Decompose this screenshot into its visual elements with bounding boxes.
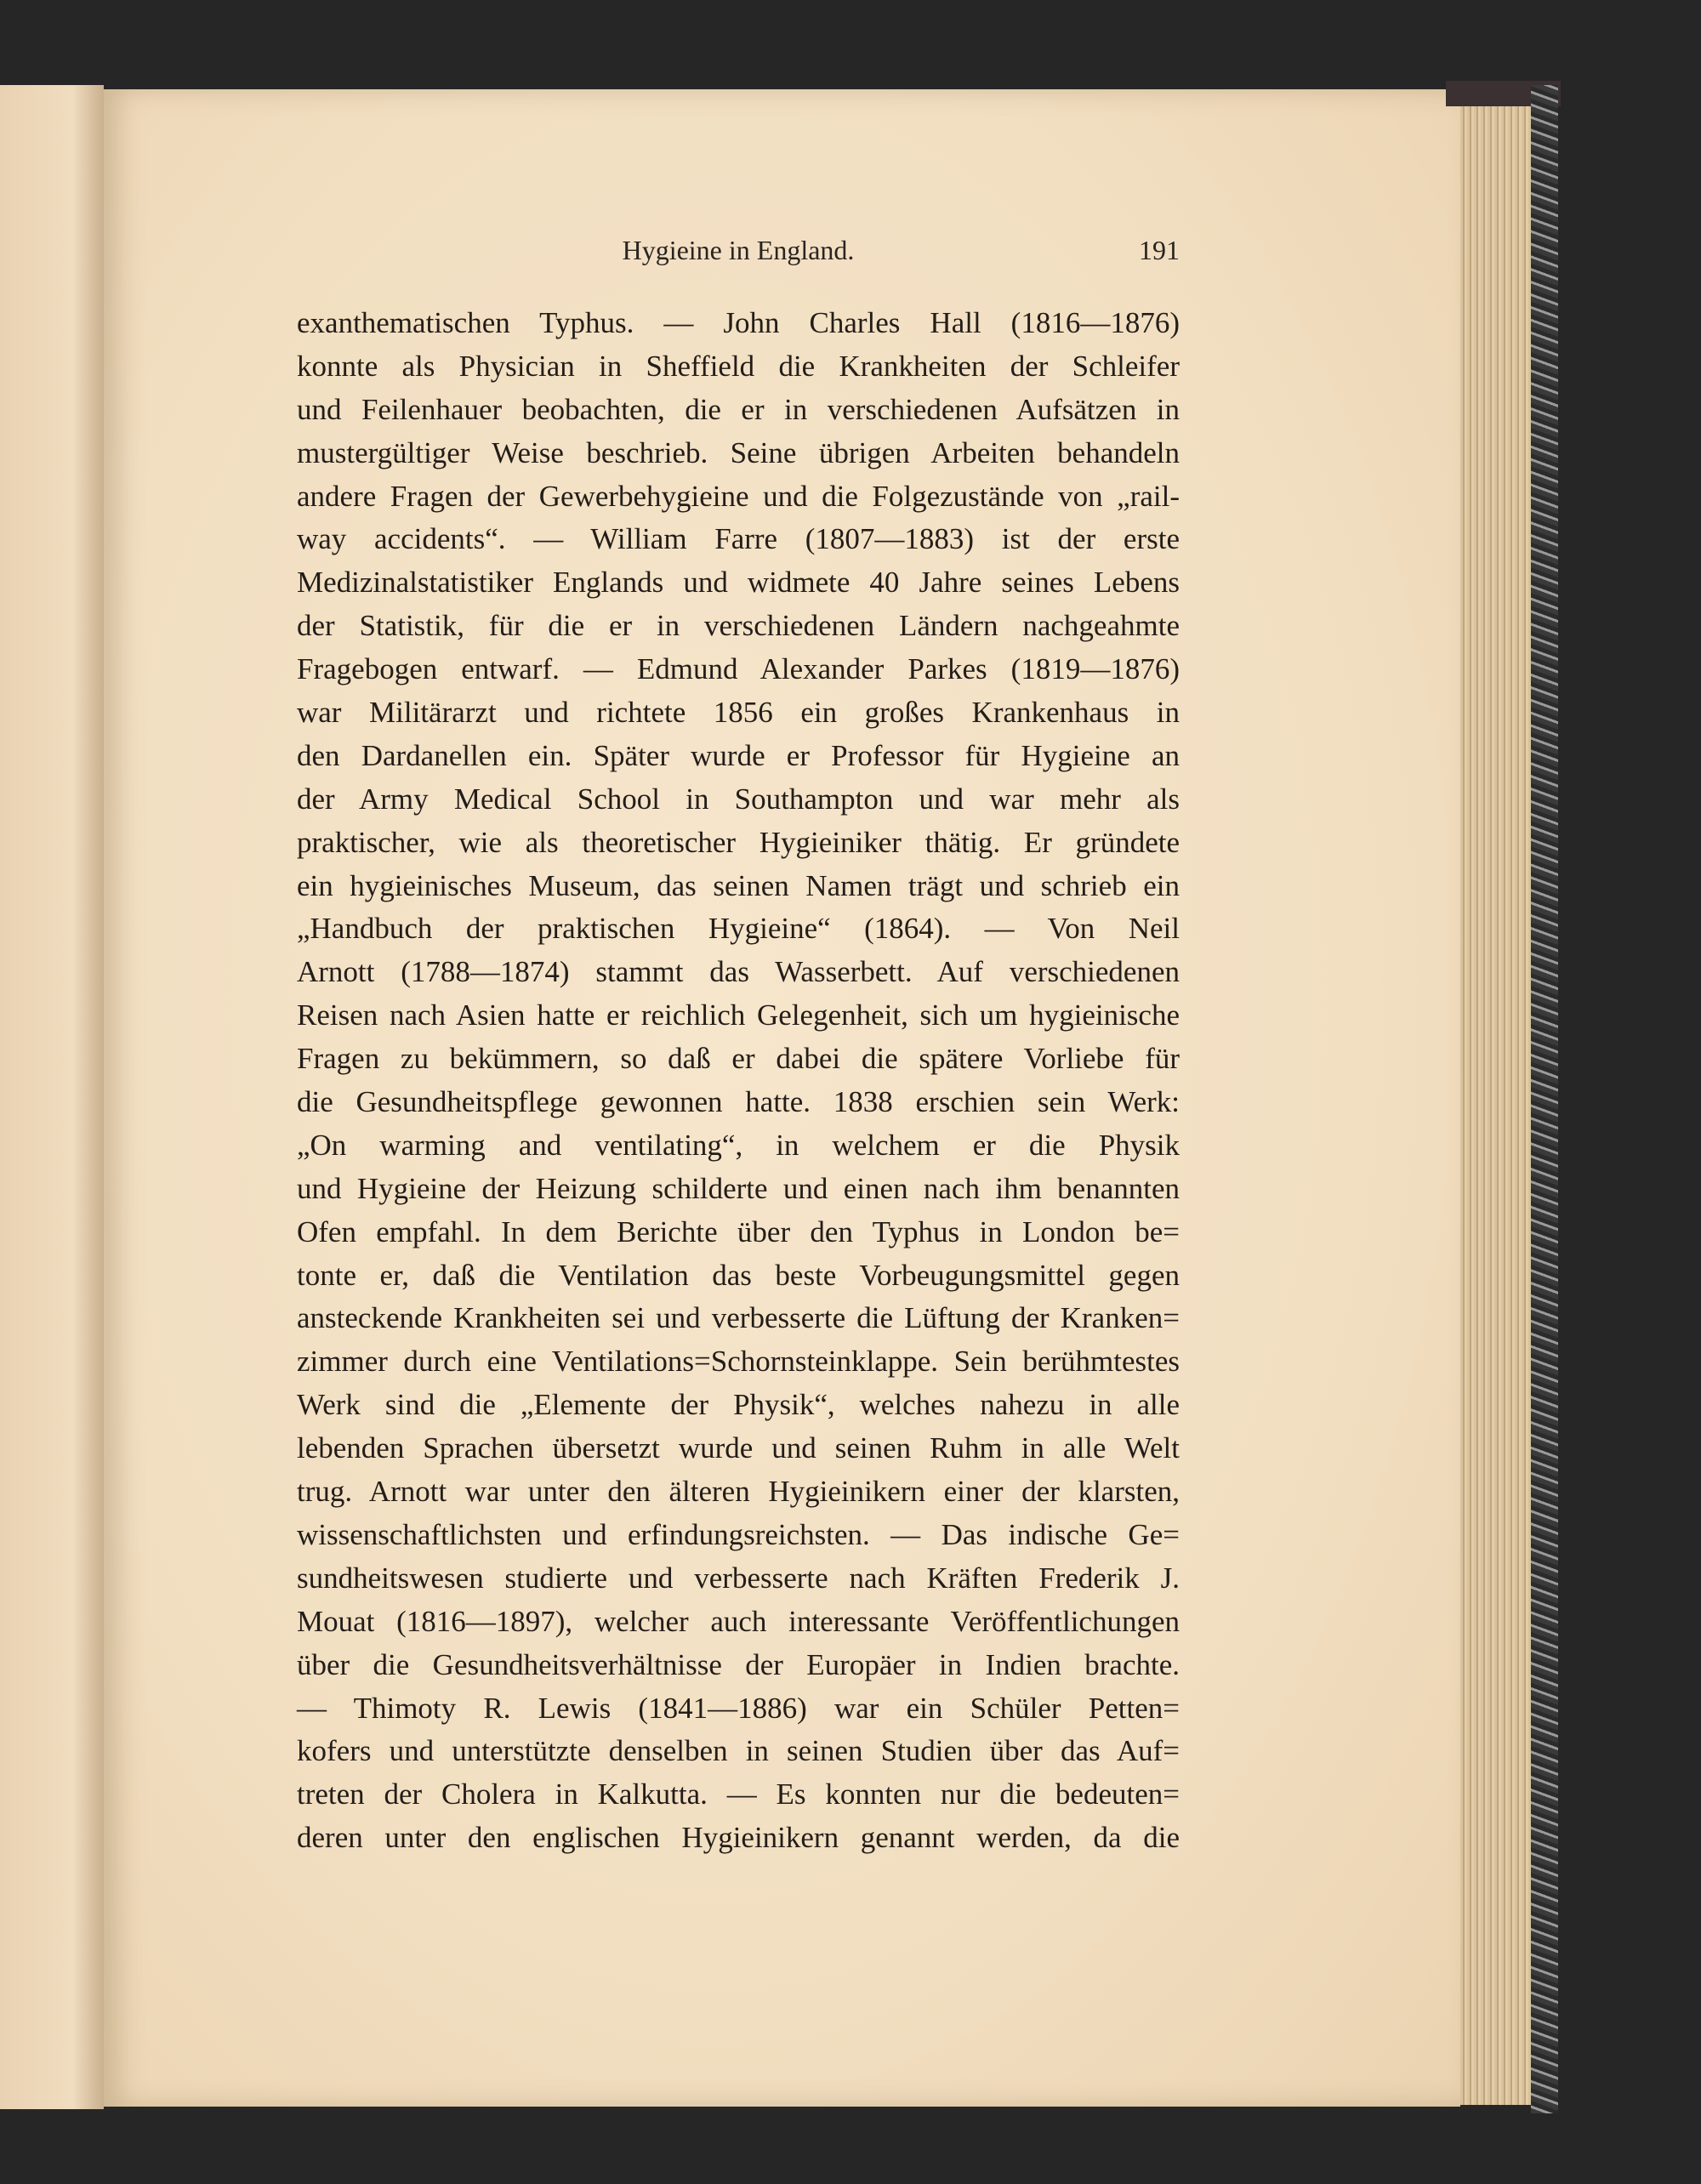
- running-title: Hygieine in England.: [622, 235, 855, 265]
- text-line: [297, 1211, 1180, 1254]
- page-number: 191: [1139, 235, 1180, 265]
- text-line-content: „Handbuch der praktischen Hygieine“ (1864). — Von Neil: [297, 912, 1180, 946]
- text-line-content: deren unter den englischen Hygieinikern genannt werden, da die: [297, 1821, 1180, 1855]
- marbled-cover-edge: [1531, 85, 1558, 2113]
- text-line-content: mustergültiger Weise beschrieb. Seine übrigen Arbeiten behandeln: [297, 435, 1180, 469]
- text-line-content: exanthematischen Typhus. — John Charles Hall (1816—1876): [297, 306, 1180, 339]
- text-line: [297, 648, 1180, 691]
- text-line-content: praktischer, wie als theoretischer Hygieiniker thätig. Er gründete: [297, 825, 1180, 859]
- page-block-edges: [1460, 94, 1533, 2105]
- text-line-content: der Army Medical School in Southampton und war mehr als: [297, 782, 1180, 816]
- text-line-content: wissenschaftlichsten und erfindungsreichsten. — Das indische Ge=: [297, 1517, 1180, 1551]
- text-line: [297, 1773, 1180, 1817]
- text-line-content: ansteckende Krankheiten sei und verbesserte die Lüftung der Kranken=: [297, 1301, 1180, 1335]
- text-line: [297, 1514, 1180, 1557]
- text-line: [297, 1124, 1180, 1168]
- text-line: [297, 389, 1180, 432]
- text-line: [297, 1038, 1180, 1081]
- text-line-content: „On warming and ventilating“, in welchem er die Physik: [297, 1128, 1180, 1162]
- text-line: [297, 994, 1180, 1038]
- text-line-content: Reisen nach Asien hatte er reichlich Gelegenheit, sich um hygieinische: [297, 998, 1180, 1032]
- text-line-content: andere Fragen der Gewerbehygieine und die Folgezustände von „rail-: [297, 479, 1180, 513]
- text-line: [297, 1687, 1180, 1731]
- text-line: [297, 561, 1180, 605]
- text-line: [297, 822, 1180, 865]
- text-line-content: Werk sind die „Elemente der Physik“, welches nahezu in alle: [297, 1388, 1180, 1422]
- text-line: [297, 1297, 1180, 1340]
- text-line-content: über die Gesundheitsverhältnisse der Europäer in Indien brachte.: [297, 1647, 1180, 1681]
- text-line-content: way accidents“. — William Farre (1807—1883) ist der erste: [297, 522, 1180, 556]
- body-text: [297, 302, 1180, 1860]
- text-line: [297, 1081, 1180, 1124]
- text-line: [297, 691, 1180, 735]
- text-line: [297, 518, 1180, 561]
- text-line-content: Ofen empfahl. In dem Berichte über den Typhus in London be=: [297, 1214, 1180, 1248]
- text-line-content: Medizinalstatistiker Englands und widmete 40 Jahre seines Lebens: [297, 566, 1180, 600]
- text-line-content: treten der Cholera in Kalkutta. — Es konnten nur die bedeuten=: [297, 1777, 1180, 1811]
- text-line-content: ein hygieinisches Museum, das seinen Namen trägt und schrieb ein: [297, 868, 1180, 902]
- text-line: [297, 1817, 1180, 1860]
- text-line: [297, 1168, 1180, 1211]
- text-line-content: konnte als Physician in Sheffield die Krankheiten der Schleifer: [297, 349, 1180, 383]
- text-line: [297, 778, 1180, 822]
- text-line-content: trug. Arnott war unter den älteren Hygieinikern einer der klarsten,: [297, 1475, 1180, 1509]
- text-line-content: den Dardanellen ein. Später wurde er Professor für Hygieine an: [297, 738, 1180, 772]
- text-line-content: tonte er, daß die Ventilation das beste Vorbeugungsmittel gegen: [297, 1258, 1180, 1292]
- text-line: [297, 1644, 1180, 1687]
- text-line: [297, 475, 1180, 519]
- text-line: [297, 1730, 1180, 1773]
- text-line: [297, 1340, 1180, 1384]
- text-line-content: Mouat (1816—1897), welcher auch interessante Veröffentlichungen: [297, 1604, 1180, 1638]
- text-line: [297, 735, 1180, 778]
- text-line-content: Arnott (1788—1874) stammt das Wasserbett. Auf verschiedenen: [297, 955, 1180, 989]
- text-line: [297, 432, 1180, 475]
- text-line-content: Fragebogen entwarf. — Edmund Alexander Parkes (1819—1876): [297, 652, 1180, 686]
- facing-page-edge: [0, 85, 104, 2109]
- text-line-content: — Thimoty R. Lewis (1841—1886) war ein Schüler Petten=: [297, 1691, 1180, 1725]
- text-line: [297, 865, 1180, 908]
- text-line-content: war Militärarzt und richtete 1856 ein großes Krankenhaus in: [297, 696, 1180, 730]
- text-line: [297, 1557, 1180, 1601]
- text-line: [297, 345, 1180, 389]
- text-line: [297, 907, 1180, 951]
- text-line-content: und Feilenhauer beobachten, die er in verschiedenen Aufsätzen in: [297, 392, 1180, 426]
- text-line: [297, 1384, 1180, 1427]
- text-line-content: und Hygieine der Heizung schilderte und einen nach ihm benannten: [297, 1171, 1180, 1205]
- text-line: [297, 951, 1180, 994]
- running-header: [297, 235, 1180, 272]
- text-line-content: kofers und unterstützte denselben in seinen Studien über das Auf=: [297, 1734, 1180, 1768]
- text-line-content: die Gesundheitspflege gewonnen hatte. 1838 erschien sein Werk:: [297, 1085, 1180, 1119]
- text-line-content: zimmer durch eine Ventilations=Schornsteinklappe. Sein berühmtestes: [297, 1345, 1180, 1379]
- text-line: [297, 1601, 1180, 1644]
- text-line-content: lebenden Sprachen übersetzt wurde und seinen Ruhm in alle Welt: [297, 1431, 1180, 1465]
- text-line-content: der Statistik, für die er in verschiedenen Ländern nachgeahmte: [297, 609, 1180, 643]
- text-line-content: Fragen zu bekümmern, so daß er dabei die spätere Vorliebe für: [297, 1042, 1180, 1076]
- text-line: [297, 302, 1180, 345]
- text-line-content: sundheitswesen studierte und verbesserte nach Kräften Frederik J.: [297, 1561, 1180, 1595]
- text-line: [297, 1254, 1180, 1298]
- text-line: [297, 605, 1180, 648]
- text-line: [297, 1427, 1180, 1470]
- text-line: [297, 1470, 1180, 1514]
